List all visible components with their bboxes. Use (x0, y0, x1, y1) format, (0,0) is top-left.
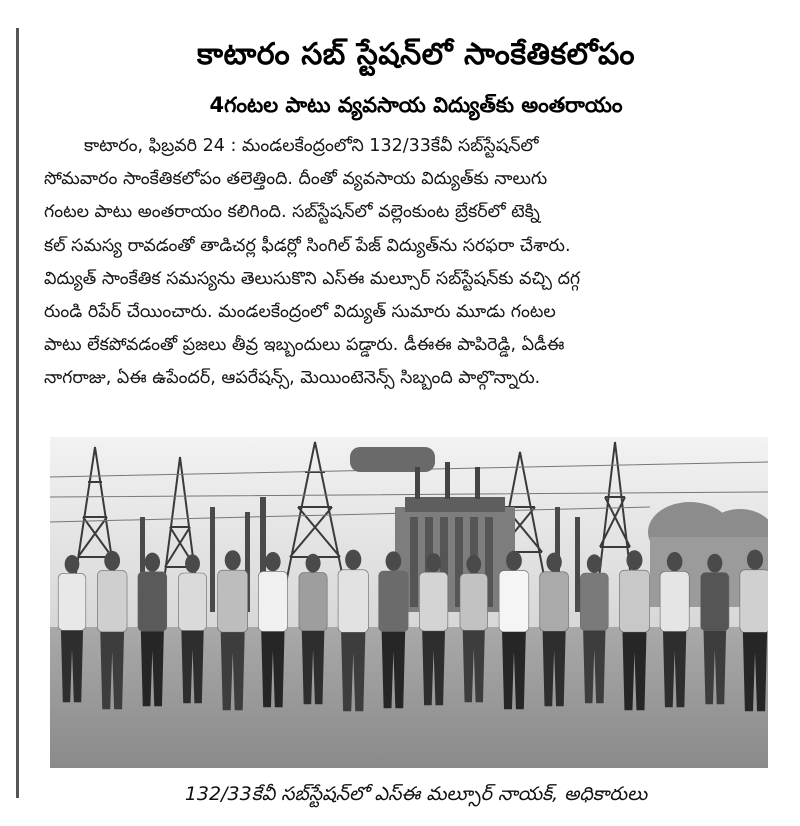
photo-caption: 132/33కేవీ సబ్‌స్టేషన్‌లో ఎస్‌ఈ మల్సూర్ నాయక్, అధికారులు (184, 783, 648, 805)
body-line: నాగరాజు, ఏఈ ఉపేందర్, ఆపరేషన్స్, మెయింటెనెన్స్ సిబ్బంది పాల్గొన్నారు. (44, 368, 541, 389)
article-body (44, 130, 784, 396)
headline: కాటారం సబ్ స్టేషన్‌లో సాంకేతికలోపం (196, 37, 636, 72)
column-rule (16, 28, 19, 798)
body-line: కాటారం, ఫిబ్రవరి 24 : మండలకేంద్రంలోని 132/33కేవీ సబ్‌స్టేషన్‌లో (84, 136, 539, 156)
photo-illustration (50, 437, 768, 768)
subheadline: 4గంటల పాటు వ్యవసాయ విద్యుత్‌కు అంతరాయం (209, 93, 623, 117)
body-line: విద్యుత్ సాంకేతిక సమస్యను తెలుసుకొని ఎస్‌ఈ మల్సూర్ సబ్‌స్టేషన్‌కు వచ్చి దగ్గ (44, 268, 581, 289)
body-line: సోమవారం సాంకేతికలోపం తలెత్తింది. దీంతో వ్యవసాయ విద్యుత్‌కు నాలుగు (44, 169, 548, 190)
substation-group-photo (50, 437, 768, 768)
body-line: కల్ సమస్య రావడంతో తాడిచర్ల ఫీడర్లో సింగిల్ పేజ్ విద్యుత్‌ను సరఫరా చేశారు. (44, 235, 571, 256)
body-line: రుండి రిపేర్ చేయించారు. మండలకేంద్రంలో విద్యుత్ సుమారు మూడు గంటల (44, 302, 556, 323)
body-line: గంటల పాటు అంతరాయం కలిగింది. సబ్‌స్టేషన్‌లో వల్లెంకుంట బ్రేకర్‌లో టెక్ని (44, 202, 540, 223)
body-line: పాటు లేకపోవడంతో ప్రజలు తీవ్ర ఇబ్బందులు పడ్డారు. డీఈఈ పాపిరెడ్డి, ఏడీఈ (44, 335, 565, 356)
